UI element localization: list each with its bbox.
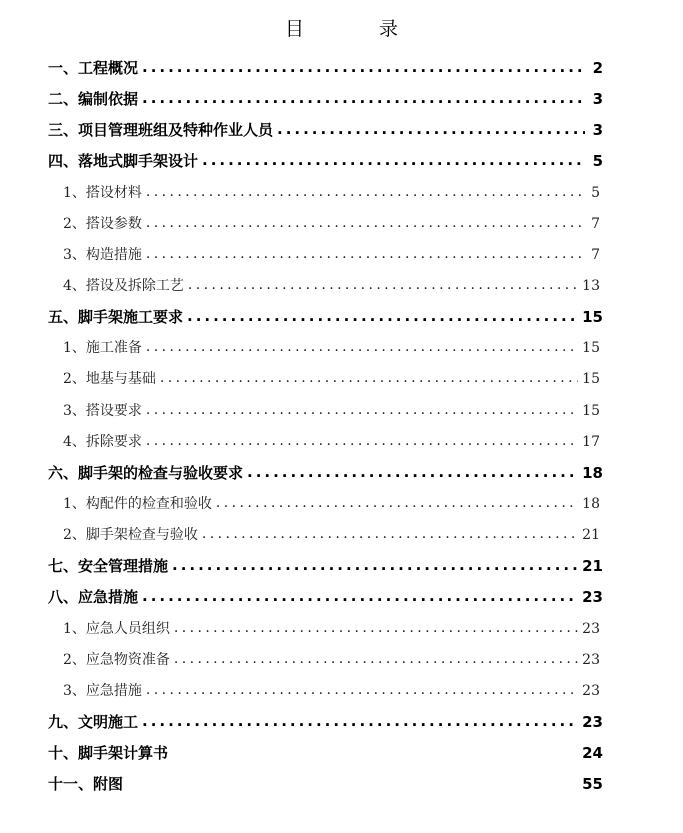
dot-leader bbox=[247, 457, 578, 488]
toc-section-entry[interactable] bbox=[48, 146, 603, 177]
toc-section-entry[interactable] bbox=[48, 115, 603, 146]
toc-subsection-entry[interactable] bbox=[48, 333, 603, 364]
toc-entry-label: 十一、附图 bbox=[48, 775, 124, 794]
toc-page-number: 23 bbox=[582, 651, 600, 668]
toc-entry-label: 1、施工准备 bbox=[63, 340, 142, 357]
toc-page-number: 23 bbox=[582, 588, 603, 607]
dot-leader bbox=[146, 177, 582, 208]
toc-entry-label: 2、搭设参数 bbox=[63, 215, 142, 232]
dot-leader bbox=[146, 208, 582, 239]
dot-leader bbox=[174, 644, 578, 675]
toc-entry-label: 1、搭设材料 bbox=[63, 184, 142, 201]
toc-subsection-entry[interactable] bbox=[48, 271, 603, 302]
dot-leader bbox=[142, 52, 585, 83]
toc-page-number: 15 bbox=[582, 402, 600, 419]
toc-entry-label: 3、构造措施 bbox=[63, 246, 142, 263]
toc-entry-label: 四、落地式脚手架设计 bbox=[48, 152, 199, 171]
dot-leader bbox=[172, 550, 578, 581]
toc-subsection-entry[interactable] bbox=[48, 240, 603, 271]
toc-subsection-entry[interactable] bbox=[48, 209, 603, 240]
toc-entry-label: 2、脚手架检查与验收 bbox=[63, 527, 198, 544]
toc-page-number: 21 bbox=[582, 557, 603, 576]
toc-page-number: 21 bbox=[582, 527, 600, 544]
toc-entry-label: 4、搭设及拆除工艺 bbox=[63, 277, 184, 294]
dot-leader bbox=[174, 613, 578, 644]
toc-entry-label: 2、应急物资准备 bbox=[63, 651, 170, 668]
toc-page-number: 3 bbox=[592, 90, 603, 109]
toc-page-number: 7 bbox=[591, 215, 600, 232]
toc-page-number: 18 bbox=[582, 495, 600, 512]
toc-page-number: 15 bbox=[582, 340, 600, 357]
dot-leader bbox=[146, 395, 578, 426]
toc-entry-label: 六、脚手架的检查与验收要求 bbox=[48, 463, 244, 482]
dot-leader bbox=[142, 706, 578, 737]
toc-section-entry[interactable] bbox=[48, 582, 603, 613]
toc-section-entry[interactable] bbox=[48, 302, 603, 333]
toc-section-entry[interactable] bbox=[48, 53, 603, 84]
dot-leader bbox=[160, 363, 578, 394]
dot-leader bbox=[188, 270, 578, 301]
toc-entry-label: 二、编制依据 bbox=[48, 90, 139, 109]
dot-leader bbox=[146, 426, 578, 457]
toc-page-number: 15 bbox=[582, 308, 603, 327]
toc-subsection-entry[interactable] bbox=[48, 645, 603, 676]
toc-section-entry[interactable] bbox=[48, 707, 603, 738]
toc-subsection-entry[interactable] bbox=[48, 396, 603, 427]
toc-entry-label: 2、地基与基础 bbox=[63, 371, 156, 388]
toc-entry-label: 3、应急措施 bbox=[63, 682, 142, 699]
toc-section-entry[interactable] bbox=[48, 84, 603, 115]
dot-leader bbox=[146, 239, 582, 270]
dot-leader bbox=[146, 332, 578, 363]
toc-page-number: 5 bbox=[592, 152, 603, 171]
dot-leader bbox=[146, 675, 578, 706]
toc-subsection-entry[interactable] bbox=[48, 364, 603, 395]
dot-leader bbox=[202, 145, 585, 176]
toc-entry-label: 十、脚手架计算书 bbox=[48, 744, 169, 763]
toc-page-number: 2 bbox=[592, 59, 603, 77]
toc-subsection-entry[interactable] bbox=[48, 520, 603, 551]
toc-entry-label: 4、拆除要求 bbox=[63, 433, 142, 450]
toc-page-number: 13 bbox=[582, 277, 600, 294]
dot-leader bbox=[187, 301, 578, 332]
toc-entry-label: 八、应急措施 bbox=[48, 588, 139, 607]
toc-entry-label: 七、安全管理措施 bbox=[48, 557, 169, 576]
dot-leader bbox=[142, 581, 578, 612]
toc-entry-label: 五、脚手架施工要求 bbox=[48, 308, 184, 327]
dot-leader bbox=[216, 488, 578, 519]
toc-page-number: 24 bbox=[582, 744, 603, 763]
toc-page-number: 3 bbox=[592, 121, 603, 140]
toc-section-entry[interactable] bbox=[48, 551, 603, 582]
toc-subsection-entry[interactable] bbox=[48, 489, 603, 520]
table-of-contents bbox=[48, 53, 603, 800]
toc-section-entry[interactable] bbox=[48, 769, 603, 800]
toc-page-number: 15 bbox=[582, 371, 600, 388]
toc-entry-label: 1、构配件的检查和验收 bbox=[63, 495, 212, 512]
toc-page-number: 18 bbox=[582, 463, 603, 482]
toc-entry-label: 1、应急人员组织 bbox=[63, 620, 170, 637]
toc-section-entry[interactable] bbox=[48, 738, 603, 769]
toc-subsection-entry[interactable] bbox=[48, 178, 603, 209]
toc-page-number: 23 bbox=[582, 712, 603, 731]
dot-leader bbox=[277, 114, 585, 145]
toc-subsection-entry[interactable] bbox=[48, 427, 603, 458]
toc-page-number: 7 bbox=[591, 246, 600, 263]
toc-title: 目 录 bbox=[284, 18, 426, 40]
toc-entry-label: 3、搭设要求 bbox=[63, 402, 142, 419]
dot-leader bbox=[202, 519, 578, 550]
toc-subsection-entry[interactable] bbox=[48, 676, 603, 707]
toc-entry-label: 一、工程概况 bbox=[48, 59, 139, 77]
toc-subsection-entry[interactable] bbox=[48, 614, 603, 645]
toc-entry-label: 三、项目管理班组及特种作业人员 bbox=[48, 121, 274, 140]
toc-page-number: 17 bbox=[582, 433, 600, 450]
dot-leader bbox=[142, 83, 585, 114]
toc-entry-label: 九、文明施工 bbox=[48, 712, 139, 731]
toc-page-number: 5 bbox=[591, 184, 600, 201]
toc-page-number: 23 bbox=[582, 682, 600, 699]
toc-page-number: 23 bbox=[582, 620, 600, 637]
toc-page-number: 55 bbox=[582, 775, 603, 794]
toc-section-entry[interactable] bbox=[48, 458, 603, 489]
